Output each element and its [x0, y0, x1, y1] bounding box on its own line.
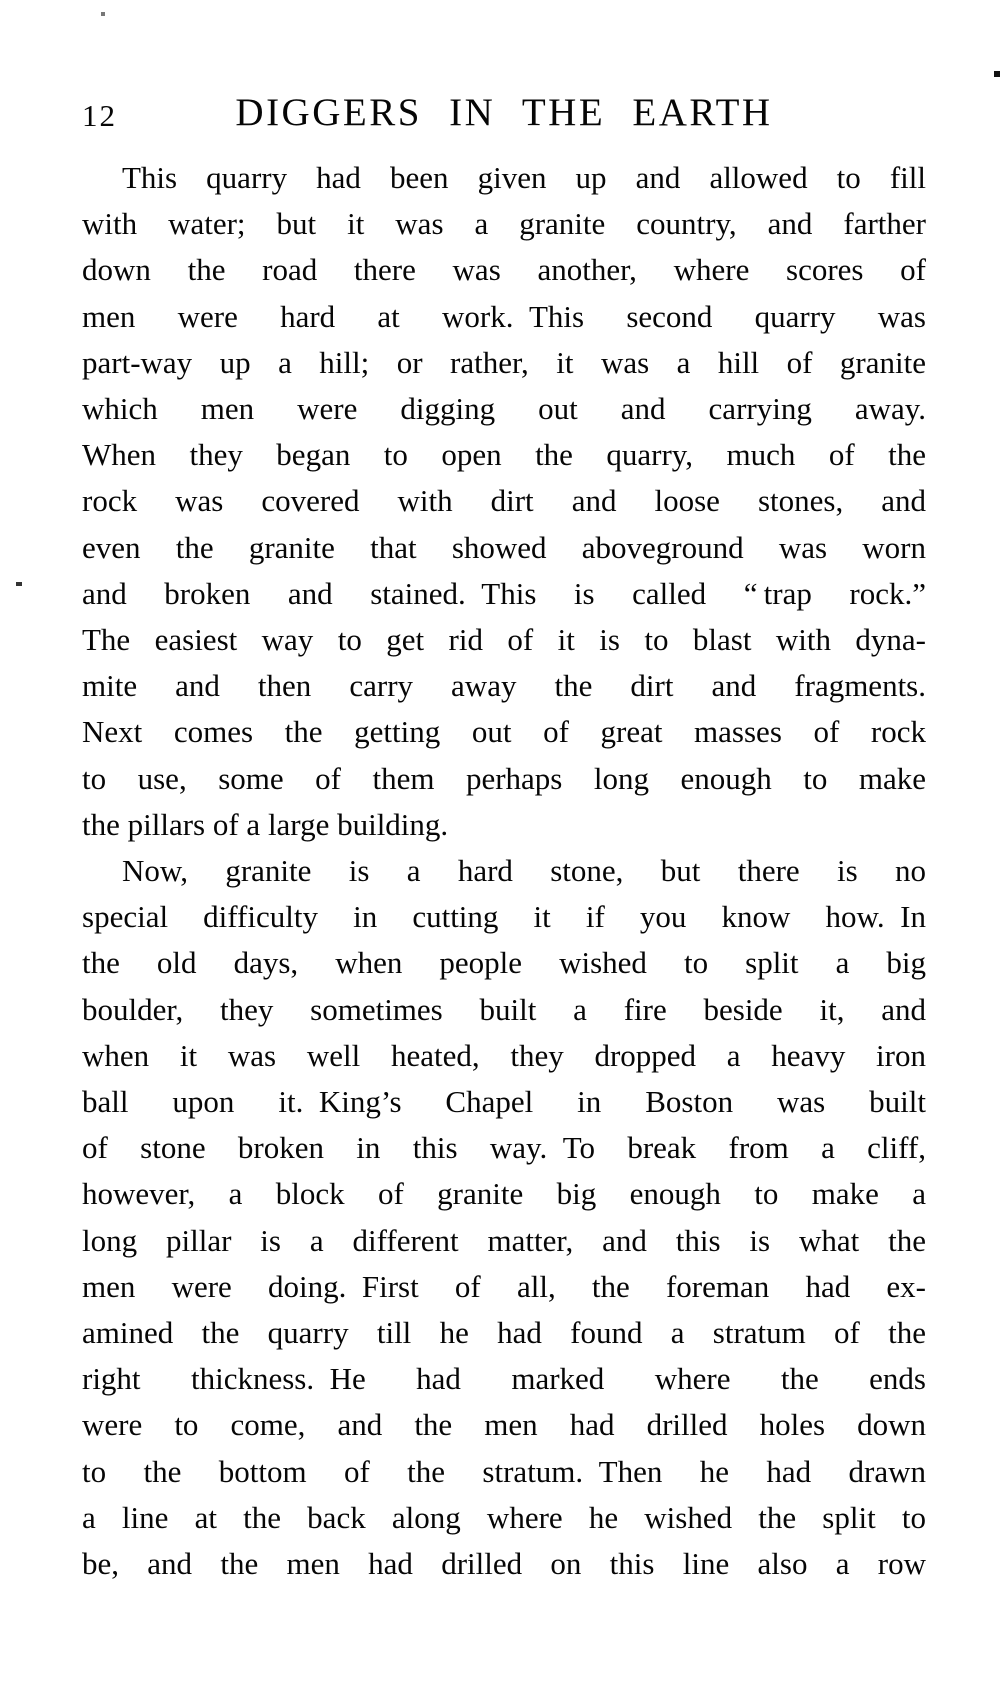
text-line: the pillars of a large building.	[82, 806, 449, 842]
text-line: down the road there was another, where scores of	[82, 252, 926, 288]
running-title: DIGGERS IN THE EARTH	[235, 91, 773, 134]
scan-speck	[101, 12, 105, 16]
text-line: were to come, and the men had drilled holes down	[82, 1407, 926, 1443]
text-line: The easiest way to get rid of it is to blast with dyna-	[82, 622, 926, 658]
text-line: special difficulty in cutting it if you know how. In	[82, 899, 926, 935]
text-line: to use, some of them perhaps long enough to make	[82, 760, 926, 796]
text-line: even the granite that showed aboveground was worn	[82, 529, 926, 565]
scan-speck	[994, 71, 1000, 77]
text-line: part-way up a hill; or rather, it was a hill of granite	[82, 344, 926, 380]
body-text	[82, 155, 926, 1587]
text-line: which men were digging out and carrying away.	[82, 391, 926, 427]
text-line: ball upon it. King’s Chapel in Boston was built	[82, 1084, 926, 1120]
text-line: of stone broken in this way. To break from a cliff,	[82, 1130, 926, 1166]
text-line: when it was well heated, they dropped a heavy iron	[82, 1037, 926, 1073]
text-line: the old days, when people wished to split a big	[82, 945, 926, 981]
scan-speck	[16, 582, 22, 586]
text-line: and broken and stained. This is called “ trap rock.”	[82, 575, 926, 611]
text-line: be, and the men had drilled on this line also a row	[82, 1546, 926, 1582]
text-line: This quarry had been given up and allowed to fill	[122, 160, 926, 195]
text-line: with water; but it was a granite country, and farther	[82, 206, 926, 242]
text-line: boulder, they sometimes built a fire beside it, and	[82, 991, 926, 1027]
page-number: 12	[82, 98, 117, 133]
text-line: rock was covered with dirt and loose stones, and	[82, 483, 926, 519]
text-line: Now, granite is a hard stone, but there is no	[122, 853, 926, 889]
text-line: men were hard at work. This second quarry was	[82, 298, 926, 334]
text-line: When they began to open the quarry, much of the	[82, 437, 926, 473]
text-line: right thickness. He had marked where the ends	[82, 1361, 926, 1397]
page-header	[80, 90, 928, 138]
text-line: amined the quarry till he had found a stratum of the	[82, 1315, 926, 1351]
text-line: Next comes the getting out of great masses of rock	[82, 714, 926, 750]
text-line: men were doing. First of all, the foreman had ex-	[82, 1268, 926, 1304]
text-line: however, a block of granite big enough to make a	[82, 1176, 926, 1212]
text-line: a line at the back along where he wished the split to	[82, 1499, 926, 1535]
text-line: mite and then carry away the dirt and fragments.	[82, 668, 926, 704]
text-line: long pillar is a different matter, and this is what the	[82, 1222, 926, 1258]
text-line: to the bottom of the stratum. Then he had drawn	[82, 1453, 926, 1489]
